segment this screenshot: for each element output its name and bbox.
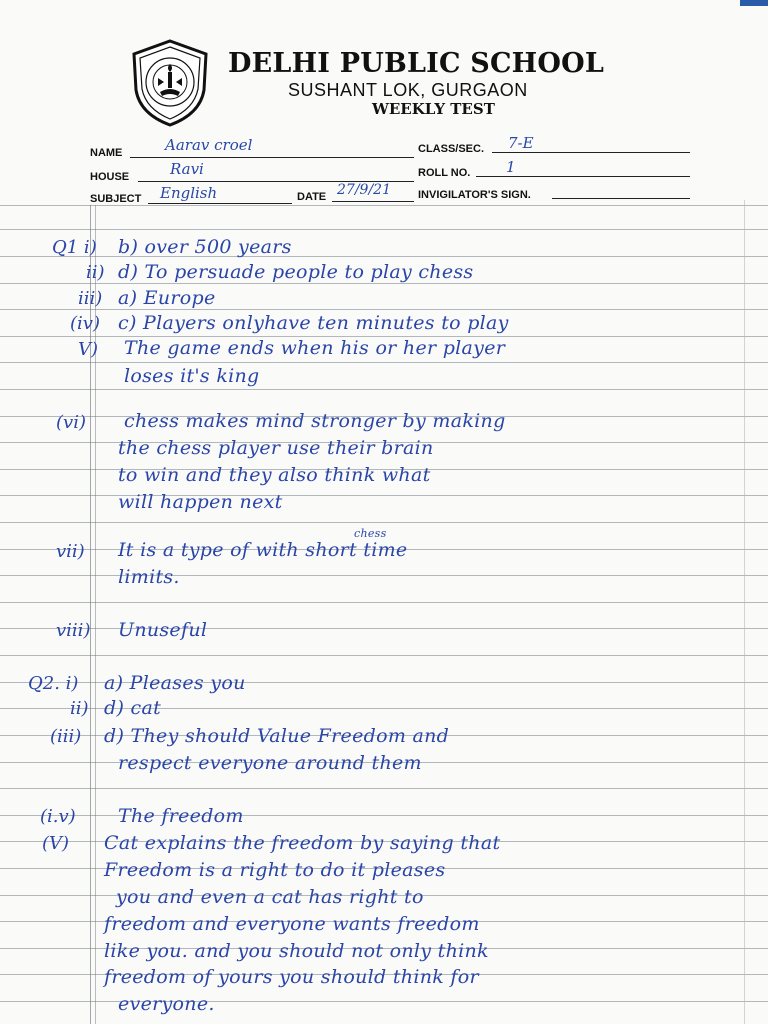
answer-line: freedom and everyone wants freedom [104,913,480,935]
answer-line: you and even a cat has right to [116,886,424,908]
house-value: Ravi [170,160,204,178]
answer-line: the chess player use their brain [118,437,434,459]
question-number: Q1 i) [52,237,97,258]
rule-line [0,602,768,603]
answer-line: freedom of yours you should think for [104,966,479,988]
answer-line: respect everyone around them [118,752,422,774]
rule-line [0,283,768,284]
name-label: NAME [90,147,123,159]
answer-line: Freedom is a right to do it pleases [104,859,446,881]
class-value: 7-E [508,134,534,152]
rule-line [0,788,768,789]
question-number: (iii) [50,726,82,747]
question-number: (vi) [56,412,86,433]
question-number: ii) [86,262,105,283]
question-number: ii) [70,698,89,719]
answer-line: to win and they also think what [118,464,431,486]
answer-line: It is a type of with short time [118,539,408,561]
date-label: DATE [297,191,327,203]
answer-line: limits. [118,566,180,588]
subject-line [148,203,292,204]
rule-line [0,575,768,576]
question-number: vii) [56,541,85,562]
rule-line [0,628,768,629]
answer-line: The freedom [118,805,244,827]
school-name: DELHI PUBLIC SCHOOL [228,48,605,79]
date-line [332,201,414,202]
rule-line [0,815,768,816]
question-number: iii) [78,288,103,309]
invigilator-sign-line [552,198,690,199]
answer-line: will happen next [118,491,283,513]
rule-line [0,256,768,257]
inserted-word: chess [354,527,387,540]
name-value: Aarav croel [165,136,253,154]
subject-value: English [160,184,218,202]
name-line [130,157,414,158]
class-line [492,152,690,153]
roll-value: 1 [506,158,516,176]
answer-line: a) Pleases you [104,672,246,694]
rule-line [0,229,768,230]
class-label: CLASS/SEC. [418,143,485,155]
rule-line [0,309,768,310]
answer-line: everyone. [118,993,215,1015]
corner-mark [740,0,768,6]
answer-line: d) To persuade people to play chess [118,261,474,283]
rule-line [0,205,768,206]
question-number: viii) [56,620,91,641]
test-name: WEEKLY TEST [372,100,495,118]
question-number: (iv) [70,313,100,334]
margin-line-right [744,200,745,1024]
question-number: Q2. i) [28,673,79,694]
answer-line: d) They should Value Freedom and [104,725,450,747]
rule-line [0,1001,768,1002]
house-label: HOUSE [90,171,130,183]
answer-line: Unuseful [118,619,208,641]
answer-line: b) over 500 years [118,236,292,258]
roll-line [476,176,690,177]
answer-line: d) cat [104,697,162,719]
school-address: SUSHANT LOK, GURGAON [288,80,528,100]
rule-line [0,522,768,523]
roll-label: ROLL NO. [418,167,471,179]
answer-line: c) Players onlyhave ten minutes to play [118,312,509,334]
subject-label: SUBJECT [90,193,142,205]
question-number: (i.v) [40,806,76,827]
question-number: (V) [42,833,70,854]
answer-line: Cat explains the freedom by saying that [104,832,501,854]
question-number: V) [78,339,99,360]
answer-line: a) Europe [118,287,216,309]
answer-line: loses it's king [124,365,260,387]
answer-line: The game ends when his or her player [124,337,506,359]
rule-line [0,389,768,390]
school-crest-icon [128,38,212,128]
answer-line: like you. and you should not only think [104,940,489,962]
rule-line [0,655,768,656]
rule-line [0,495,768,496]
invigilator-label: INVIGILATOR'S SIGN. [418,189,531,201]
date-value: 27/9/21 [337,182,391,198]
answer-line: chess makes mind stronger by making [124,410,506,432]
rule-line [0,362,768,363]
